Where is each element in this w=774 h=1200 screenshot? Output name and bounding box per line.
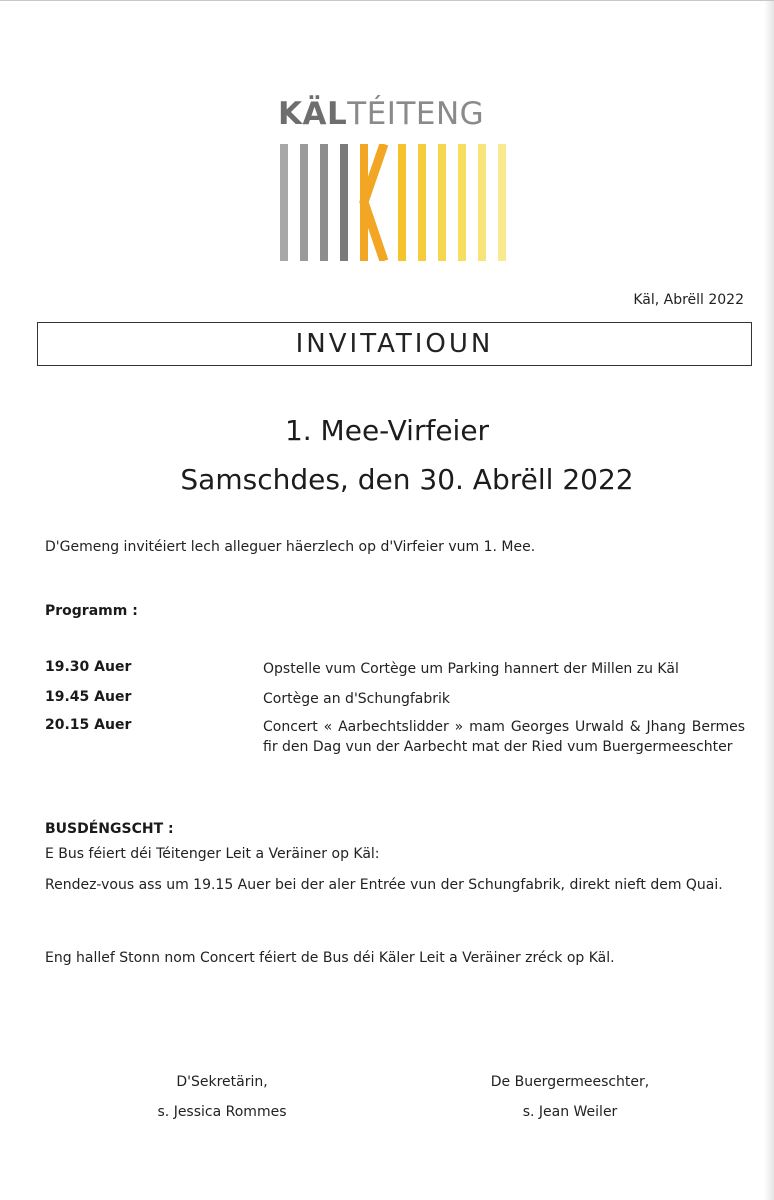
logo-bar — [320, 144, 328, 261]
bus-line-3: Eng hallef Stonn nom Concert féiert de Bus déi Käler Leit a Veräiner zréck op Käl. — [45, 950, 615, 966]
logo-bar — [458, 144, 466, 261]
signature-right — [450, 1072, 690, 1122]
logo-bar — [300, 144, 308, 261]
logo-wordmark — [278, 96, 485, 132]
signature-left-name: s. Jessica Rommes — [157, 1104, 287, 1120]
logo-word-thin: TÉITENG — [347, 96, 485, 132]
invitation-heading: INVITATIOUN — [37, 322, 752, 366]
bus-line-1: E Bus féiert déi Téitenger Leit a Veräiner op Käl: — [45, 846, 380, 862]
logo-mark-icon — [278, 144, 510, 261]
event-title: 1. Mee-Virfeier — [284, 414, 490, 447]
logo-bar — [498, 144, 506, 261]
program-heading: Programm : — [45, 603, 138, 619]
program-time: 20.15 Auer — [45, 717, 132, 733]
program-time: 19.45 Auer — [45, 689, 132, 705]
place-date: Käl, Abrëll 2022 — [633, 292, 744, 308]
bus-heading: BUSDÉNGSCHT : — [45, 821, 174, 837]
logo-bar — [418, 144, 426, 261]
logo-bar — [280, 144, 288, 261]
logo-word-bold: KÄL — [278, 96, 348, 132]
signature-right-role: De Buergermeeschter, — [490, 1074, 650, 1090]
program-desc: Opstelle vum Cortège um Parking hannert der Millen zu Käl — [263, 661, 679, 677]
logo-bar — [340, 144, 348, 261]
program-desc: Cortège an d'Schungfabrik — [263, 691, 451, 707]
intro-text: D'Gemeng invitéiert lech alleguer häerzlech op d'Virfeier vum 1. Mee. — [45, 539, 536, 555]
signature-left-role: D'Sekretärin, — [176, 1074, 268, 1090]
logo-bar — [438, 144, 446, 261]
page-edge-shadow — [764, 1, 774, 1200]
event-date: Samschdes, den 30. Abrëll 2022 — [180, 463, 634, 496]
logo-bar — [398, 144, 406, 261]
signature-right-name: s. Jean Weiler — [522, 1104, 618, 1120]
bus-line-2: Rendez-vous ass um 19.15 Auer bei der aler Entrée vun der Schungfabrik, direkt nieft dem Quai. — [45, 877, 723, 893]
signature-left — [102, 1072, 342, 1122]
program-desc: Concert « Aarbechtslidder » mam Georges Urwald & Jhang Bermes fir den Dag vun der Aarbecht mat der Ried vum Buergermeeschter — [263, 719, 745, 755]
logo-bar — [478, 144, 486, 261]
program-time: 19.30 Auer — [45, 659, 132, 675]
